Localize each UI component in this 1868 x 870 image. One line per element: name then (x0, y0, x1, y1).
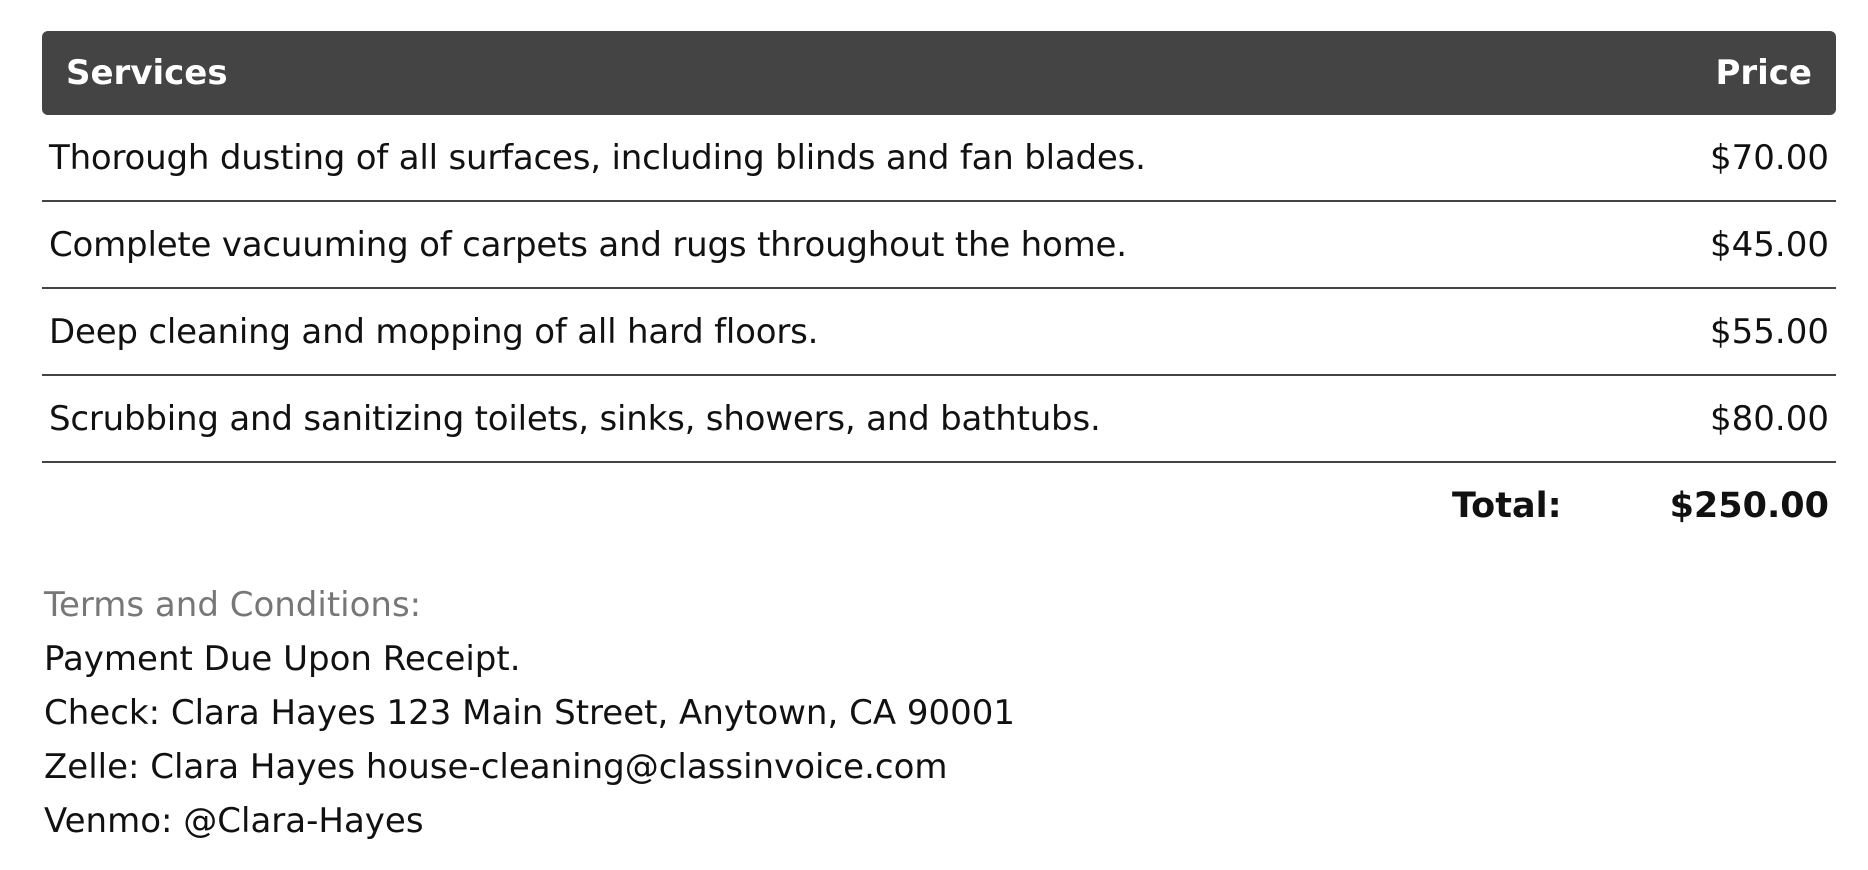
service-description: Scrubbing and sanitizing toilets, sinks, showers, and bathtubs. (49, 398, 1101, 439)
service-description: Complete vacuuming of carpets and rugs throughout the home. (49, 224, 1127, 265)
zelle-payment-line: Zelle: Clara Hayes house-cleaning@classinvoice.com (44, 747, 948, 787)
price-column-header: Price (1715, 53, 1812, 93)
total-row (42, 463, 1836, 549)
terms-section (44, 578, 1015, 848)
service-description: Deep cleaning and mopping of all hard floors. (49, 311, 819, 352)
table-row (42, 289, 1836, 376)
services-table (42, 31, 1836, 549)
service-price: $45.00 (1710, 224, 1829, 265)
total-label: Total: (1451, 486, 1562, 526)
table-header (42, 31, 1836, 115)
venmo-payment-line: Venmo: @Clara-Hayes (44, 801, 424, 841)
service-price: $70.00 (1710, 137, 1829, 178)
check-payment-line: Check: Clara Hayes 123 Main Street, Anytown, CA 90001 (44, 693, 1016, 733)
service-price: $55.00 (1710, 311, 1829, 352)
total-value: $250.00 (1669, 486, 1829, 526)
terms-title: Terms and Conditions: (44, 585, 422, 625)
service-price: $80.00 (1710, 398, 1829, 439)
services-column-header: Services (66, 53, 228, 93)
service-description: Thorough dusting of all surfaces, including blinds and fan blades. (49, 137, 1146, 178)
payment-due-line: Payment Due Upon Receipt. (44, 639, 521, 679)
table-row (42, 376, 1836, 463)
table-row (42, 115, 1836, 202)
table-row (42, 202, 1836, 289)
